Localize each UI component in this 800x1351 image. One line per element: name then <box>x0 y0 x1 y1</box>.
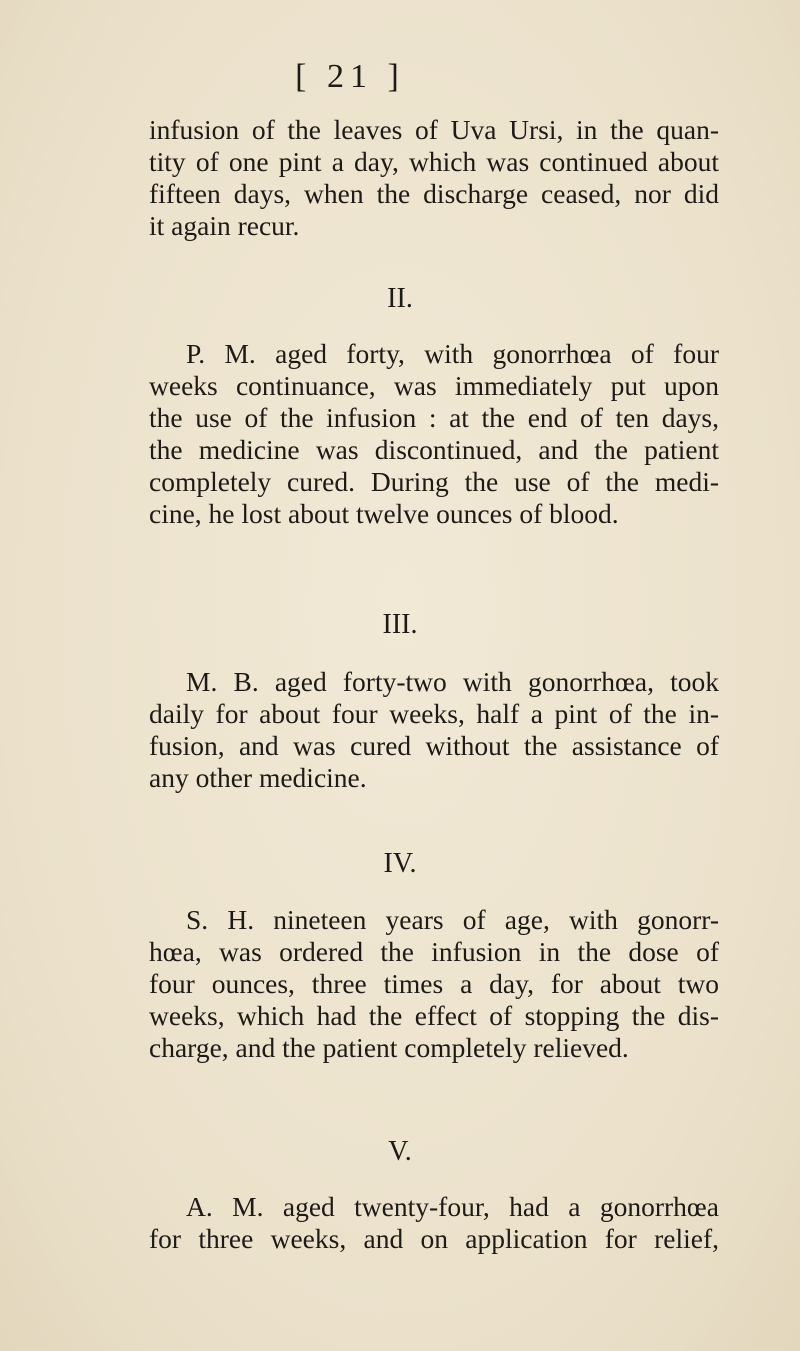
text-line: any other medicine. <box>149 762 367 793</box>
text-line: P. M. aged forty, with gonorrhœa of four <box>186 338 719 369</box>
text-line: for three weeks, and on application for relief, <box>149 1223 719 1254</box>
text-line: it again recur. <box>149 210 300 241</box>
text-line: the medicine was discontinued, and the patient <box>149 434 719 465</box>
text-line: daily for about four weeks, half a pint of the in- <box>149 698 719 729</box>
text-line: completely cured. During the use of the medi- <box>149 466 719 497</box>
text-line: A. M. aged twenty-four, had a gonorrhœa <box>186 1191 719 1222</box>
text-line: fusion, and was cured without the assistance of <box>149 730 719 761</box>
section-heading-iii: III. <box>382 609 418 640</box>
text-line: S. H. nineteen years of age, with gonorr- <box>186 904 719 935</box>
section-heading-ii: II. <box>387 283 413 314</box>
text-line: hœa, was ordered the infusion in the dose of <box>149 936 719 967</box>
page-number: [ 21 ] <box>295 58 405 95</box>
text-line: infusion of the leaves of Uva Ursi, in the quan- <box>149 114 719 145</box>
text-line: weeks, which had the effect of stopping the dis- <box>149 1000 719 1031</box>
section-heading-iv: IV. <box>383 848 417 879</box>
text-line: weeks continuance, was immediately put upon <box>149 370 719 401</box>
text-line: the use of the infusion : at the end of ten days, <box>149 402 719 433</box>
text-line: tity of one pint a day, which was continued about <box>149 146 719 177</box>
text-line: fifteen days, when the discharge ceased, nor did <box>149 178 719 209</box>
text-line: four ounces, three times a day, for about two <box>149 968 719 999</box>
text-line: cine, he lost about twelve ounces of blood. <box>149 498 619 529</box>
text-line: M. B. aged forty-two with gonorrhœa, took <box>186 666 719 697</box>
section-heading-v: V. <box>388 1136 412 1167</box>
text-line: charge, and the patient completely relieved. <box>149 1032 629 1063</box>
